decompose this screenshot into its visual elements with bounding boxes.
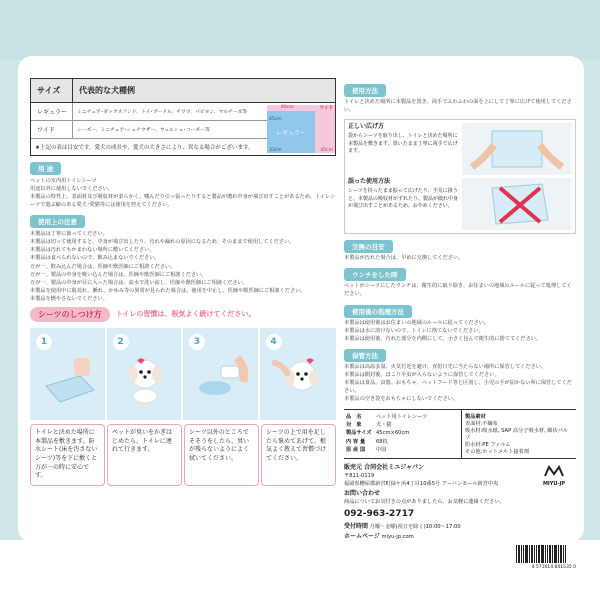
step-number: 4	[266, 334, 282, 350]
wrong-method-text-block	[348, 178, 458, 230]
breeds-cell: シーズー、ミニチュア･シュナウザー、ウェルシュ･コーギー等	[77, 128, 210, 133]
storage-text: 本製品は高温多湿、火気付近を避け、直射日光に当たらない場所に保管してください。 本製品は開封後、ほこりや虫が入らないように保管してください。 本製品は食品、食器、おもちゃ、ペットフード等と区別し、小児の手が届かない所に保管してください。 本製品の空き袋をおもちゃにしないでください。	[344, 364, 572, 402]
regular-height-label: 33cm	[269, 148, 282, 153]
hours-line	[344, 522, 576, 532]
training-captions	[30, 424, 336, 486]
spec-row	[346, 413, 459, 421]
spec-key: 品 名	[346, 414, 362, 421]
caution-text: 本製品は丁寧に扱ってください。 本製品は切って使用すると、中身が飛び出したり、汚れや漏れの原因になるため、そのままで使用してください。 本製品は汚れてもかまわない場所に敷いてください。 本製品は食べられないので、飲み込まないでください。 万が一、飲み込んだ場合は、医師や獣医師にご相談ください。 万が一、製品の中身を吸い込んだ場合は、医師や獣医師にご相談ください。 万が一、製品の中身が目に入った場合は、流水で洗い流し、医師や獣医師にご相談ください。 本製品を使用中に肌荒れ、腫れ、かゆみ等の異常が見られた場合は、使用を中止し、医師や獣医師にご相談ください。 本製品を燃やさないでください。	[30, 231, 306, 302]
training-steps	[30, 328, 336, 420]
wrong-method-title: 誤った使用方法	[348, 177, 391, 185]
step-number: 3	[189, 334, 205, 350]
right-column	[344, 78, 576, 570]
spec-key: 対 象	[346, 422, 362, 429]
spec-value: 中国	[376, 446, 387, 453]
vendor-title: 販売元 合同会社ミユジャパン	[344, 464, 424, 472]
homepage-label: ホームページ	[344, 532, 380, 540]
change-text: 本製品が汚れた場合は、早めに交換してください。	[344, 254, 464, 261]
correct-method-title: 正しい広げ方	[348, 122, 385, 130]
homepage-link[interactable]: miyu-jp.com	[381, 533, 414, 540]
puppy-praise-icon	[270, 352, 326, 406]
spec-right	[462, 410, 576, 458]
brand-logo	[536, 465, 572, 488]
hours-label: 受付時間	[344, 522, 369, 530]
barcode	[516, 539, 576, 563]
size-table	[30, 78, 336, 156]
caution-heading: 使用上の注意	[30, 215, 85, 228]
breeds-col-header: 代表的な犬種例	[79, 86, 135, 95]
step-panel-1	[30, 328, 107, 420]
correct-spread-illustration	[462, 123, 572, 175]
correct-method-text: 袋からシーツを取り出し、トイレと決めた場所に本製品を敷きます。置いたまま丁寧に両手で広げます。	[348, 133, 458, 154]
barcode-number: 4 571614 841535 0	[531, 564, 576, 570]
step-number: 2	[113, 334, 129, 350]
background-top	[0, 0, 600, 60]
spec-key: 製品サイズ	[346, 430, 372, 437]
spec-left	[344, 410, 462, 458]
wide-width-label: 60cm	[281, 105, 294, 110]
step-caption: シーツ以外のところでそそうをしたら、臭いが残らないようによく拭いてください。	[184, 424, 259, 486]
spec-key: 内 容 量	[346, 438, 366, 445]
breeds-cell: ミニチュア･ダックスフンド、トイ･プードル、チワワ、パピヨン、マルチーズ等	[77, 110, 248, 115]
regular-label: レギュラー	[275, 129, 306, 137]
step-caption: シーツの上で用を足したら褒めてあげて、根気よく教えて習慣づけてください。	[261, 424, 336, 486]
training-title	[30, 307, 336, 322]
step-number: 1	[36, 334, 52, 350]
background-bottom	[0, 540, 600, 600]
howto-intro: トイレと決めた場所に本製品を置き、両手でふわふわの面を上にして丁寧に広げて使用してください。	[344, 99, 572, 113]
toilet-heading: ウンチをした時	[344, 268, 406, 281]
size-table-note: ★上記の表は目安です。愛犬の成長や、愛犬の大きさにより、異なる場合がございます。	[35, 145, 254, 151]
storage-heading: 保管方法	[344, 349, 386, 362]
disposal-text: 本製品は使用後はお住まいの地域のルールに従ってください。 本製品は水に溶けないので、トイレに捨てないでください。 本製品は使用後、汚れた部分を内側にして、小さく包んで衛生的に捨ててください。	[344, 319, 542, 342]
spec-row	[346, 429, 459, 437]
table-row	[31, 103, 267, 121]
regular-width-label: 45cm	[269, 117, 282, 122]
size-table-header	[31, 79, 335, 103]
size-cell: レギュラー	[31, 103, 73, 120]
sheet-icon	[40, 352, 96, 406]
wide-label: ワイド	[319, 106, 333, 111]
material-item: 防水材:PE フィルム	[465, 442, 511, 449]
spec-value: ペット用トイレシーツ	[376, 414, 428, 421]
size-cell: ワイド	[31, 121, 73, 138]
howto-box	[344, 119, 576, 234]
contact-title: お問い合わせ	[344, 489, 381, 497]
usage-heading: 用 途	[30, 162, 61, 175]
disposal-heading: 使用後の処理方法	[344, 305, 412, 318]
usage-text: ペットの室内用トイレシーツ 用途以外に使用しないでください。 本製品の特性上、表面材及び吸収材が柔らかく、噛んだり引っ張ったりすると製品が壊れ中身が飛び出すことがあるため、トイレシーツで遊ぶ癖のある愛犬･愛猫等には使用を控えてください。	[30, 178, 336, 209]
step-caption: ペットが臭いをかぎはじめたら、トイレに連れて行きます。	[107, 424, 182, 486]
step-panel-3	[183, 328, 260, 420]
vendor-address: 福岡県糟屋郡新宮町緑ケ浜4丁目10番5号 アーバンモール新宮中央	[344, 480, 499, 487]
size-diagram	[267, 105, 335, 153]
change-heading: 交換の目安	[344, 240, 393, 253]
howto-heading: 使用方法	[344, 84, 386, 97]
logo-text: MIYU-JP	[542, 480, 566, 487]
correct-method	[348, 123, 572, 175]
size-col-header: サイズ	[31, 79, 73, 102]
training-badge: シーツのしつけ方	[30, 307, 110, 322]
spec-row	[346, 421, 459, 429]
spec-key: 原 産 国	[346, 446, 366, 453]
step-caption: トイレと決めた場所に本製品を敷きます。防水シート(床を汚さないシーツ)等を下に敷くと万が一の時に安心です。	[30, 424, 105, 486]
left-column	[30, 78, 336, 486]
material-item: その他:ホットメルト接着剤	[465, 449, 529, 456]
spec-table	[344, 409, 576, 459]
phone-number: 092-963-2717	[344, 509, 415, 520]
wrong-method-text: シーツを持ったまま振って広げたり、手荒に扱うと、本製品の吸収材がずれたり、製品が破れ中身が飛び出すことがあるため、おやめください。	[348, 188, 459, 209]
correct-method-text-block	[348, 123, 458, 175]
step-panel-4	[260, 328, 337, 420]
vendor-zip: 〒811-0119	[344, 473, 375, 480]
wrong-method	[348, 178, 572, 230]
material-title: 製品素材	[465, 414, 486, 421]
vendor-info	[344, 463, 576, 570]
hours-value: 月曜〜金曜(祝日を除く)10:00〜17:00	[369, 523, 461, 530]
table-row	[31, 121, 267, 139]
spec-row	[346, 446, 459, 454]
step-panel-2	[107, 328, 184, 420]
spec-row	[346, 438, 459, 446]
contact-text: 商品についてお気付きの点がありましたら、お気軽に連絡ください。	[344, 498, 505, 505]
spec-value: 犬・猫	[376, 422, 392, 429]
wrong-shake-illustration	[462, 178, 572, 230]
training-section	[30, 307, 336, 486]
logo-mark-icon	[544, 465, 564, 477]
spec-value: 45cm×60cm	[376, 430, 410, 437]
toilet-text: ペットがシーツにしたウンチは、衛生的に取り除き、お住まいの地域のルールに従って処理してください。	[344, 283, 572, 298]
material-item: 表面材:不織布	[465, 421, 498, 428]
puppy-icon	[117, 352, 173, 406]
spec-value: 68枚	[376, 438, 388, 445]
training-subtitle: トイレの習慣は、根気よく続けてください。	[115, 310, 256, 319]
wipe-icon	[193, 352, 249, 406]
material-item: 吸水材:吸水紙, SAP 高分子吸水材, 綿状パルプ	[465, 428, 569, 442]
wide-height-label: 45cm	[320, 148, 333, 153]
